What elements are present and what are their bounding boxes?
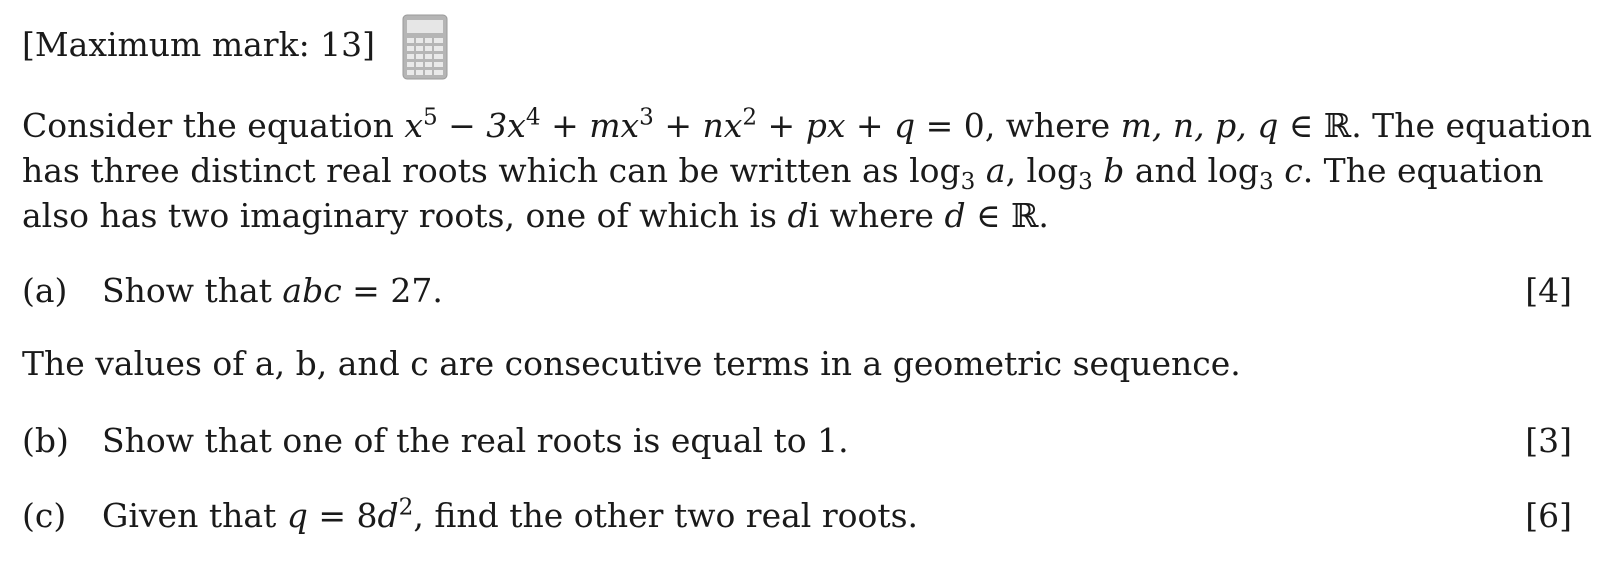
- question-stem: [22, 103, 1592, 238]
- log-a: $\log_3 a$: [909, 151, 1006, 195]
- part-a: [22, 268, 1572, 314]
- part-b: [22, 418, 1572, 464]
- part-c-marks: [6]: [1525, 496, 1572, 535]
- part-c: [22, 493, 1572, 539]
- part-a-text: Show that abc = 27.: [102, 271, 443, 310]
- coefficient-set: m, n, p, q ∈ ℝ: [1120, 106, 1352, 145]
- calculator-icon: [402, 14, 448, 80]
- stem-line-2: has three distinct real roots which can be written as $\log_3 a$, $\log_3 b$ and $\log_3 c$. The equation: [22, 151, 1544, 195]
- part-c-text: Given that $q = 8d^2$, find the other two real roots.: [102, 494, 919, 535]
- log-c: $\log_3 c$: [1207, 151, 1303, 195]
- polynomial-equation: $x^5 - 3x^4 + mx^3 + nx^2$ + px + q = 0: [404, 104, 985, 145]
- part-a-label: (a): [22, 271, 68, 310]
- part-b-label: (b): [22, 421, 69, 460]
- part-a-marks: [4]: [1525, 271, 1572, 310]
- d-real: d ∈ ℝ.: [944, 196, 1049, 235]
- part-b-marks: [3]: [1525, 421, 1572, 460]
- part-b-text: Show that one of the real roots is equal to 1.: [102, 421, 849, 460]
- stem-line-3: also has two imaginary roots, one of which is di where d ∈ ℝ.: [22, 196, 1049, 235]
- geometric-sequence-info: The values of a, b, and c are consecutive terms in a geometric sequence.: [22, 344, 1241, 383]
- imaginary-root: di: [787, 196, 820, 235]
- stem-line-1: Consider the equation $x^5 - 3x^4 + mx^3 + nx^2$ + px + q = 0, where m, n, p, q ∈ ℝ. The equation: [22, 104, 1592, 145]
- part-c-label: (c): [22, 496, 67, 535]
- maximum-mark: [Maximum mark: 13]: [22, 25, 376, 64]
- log-b: $\log_3 b$: [1026, 151, 1125, 195]
